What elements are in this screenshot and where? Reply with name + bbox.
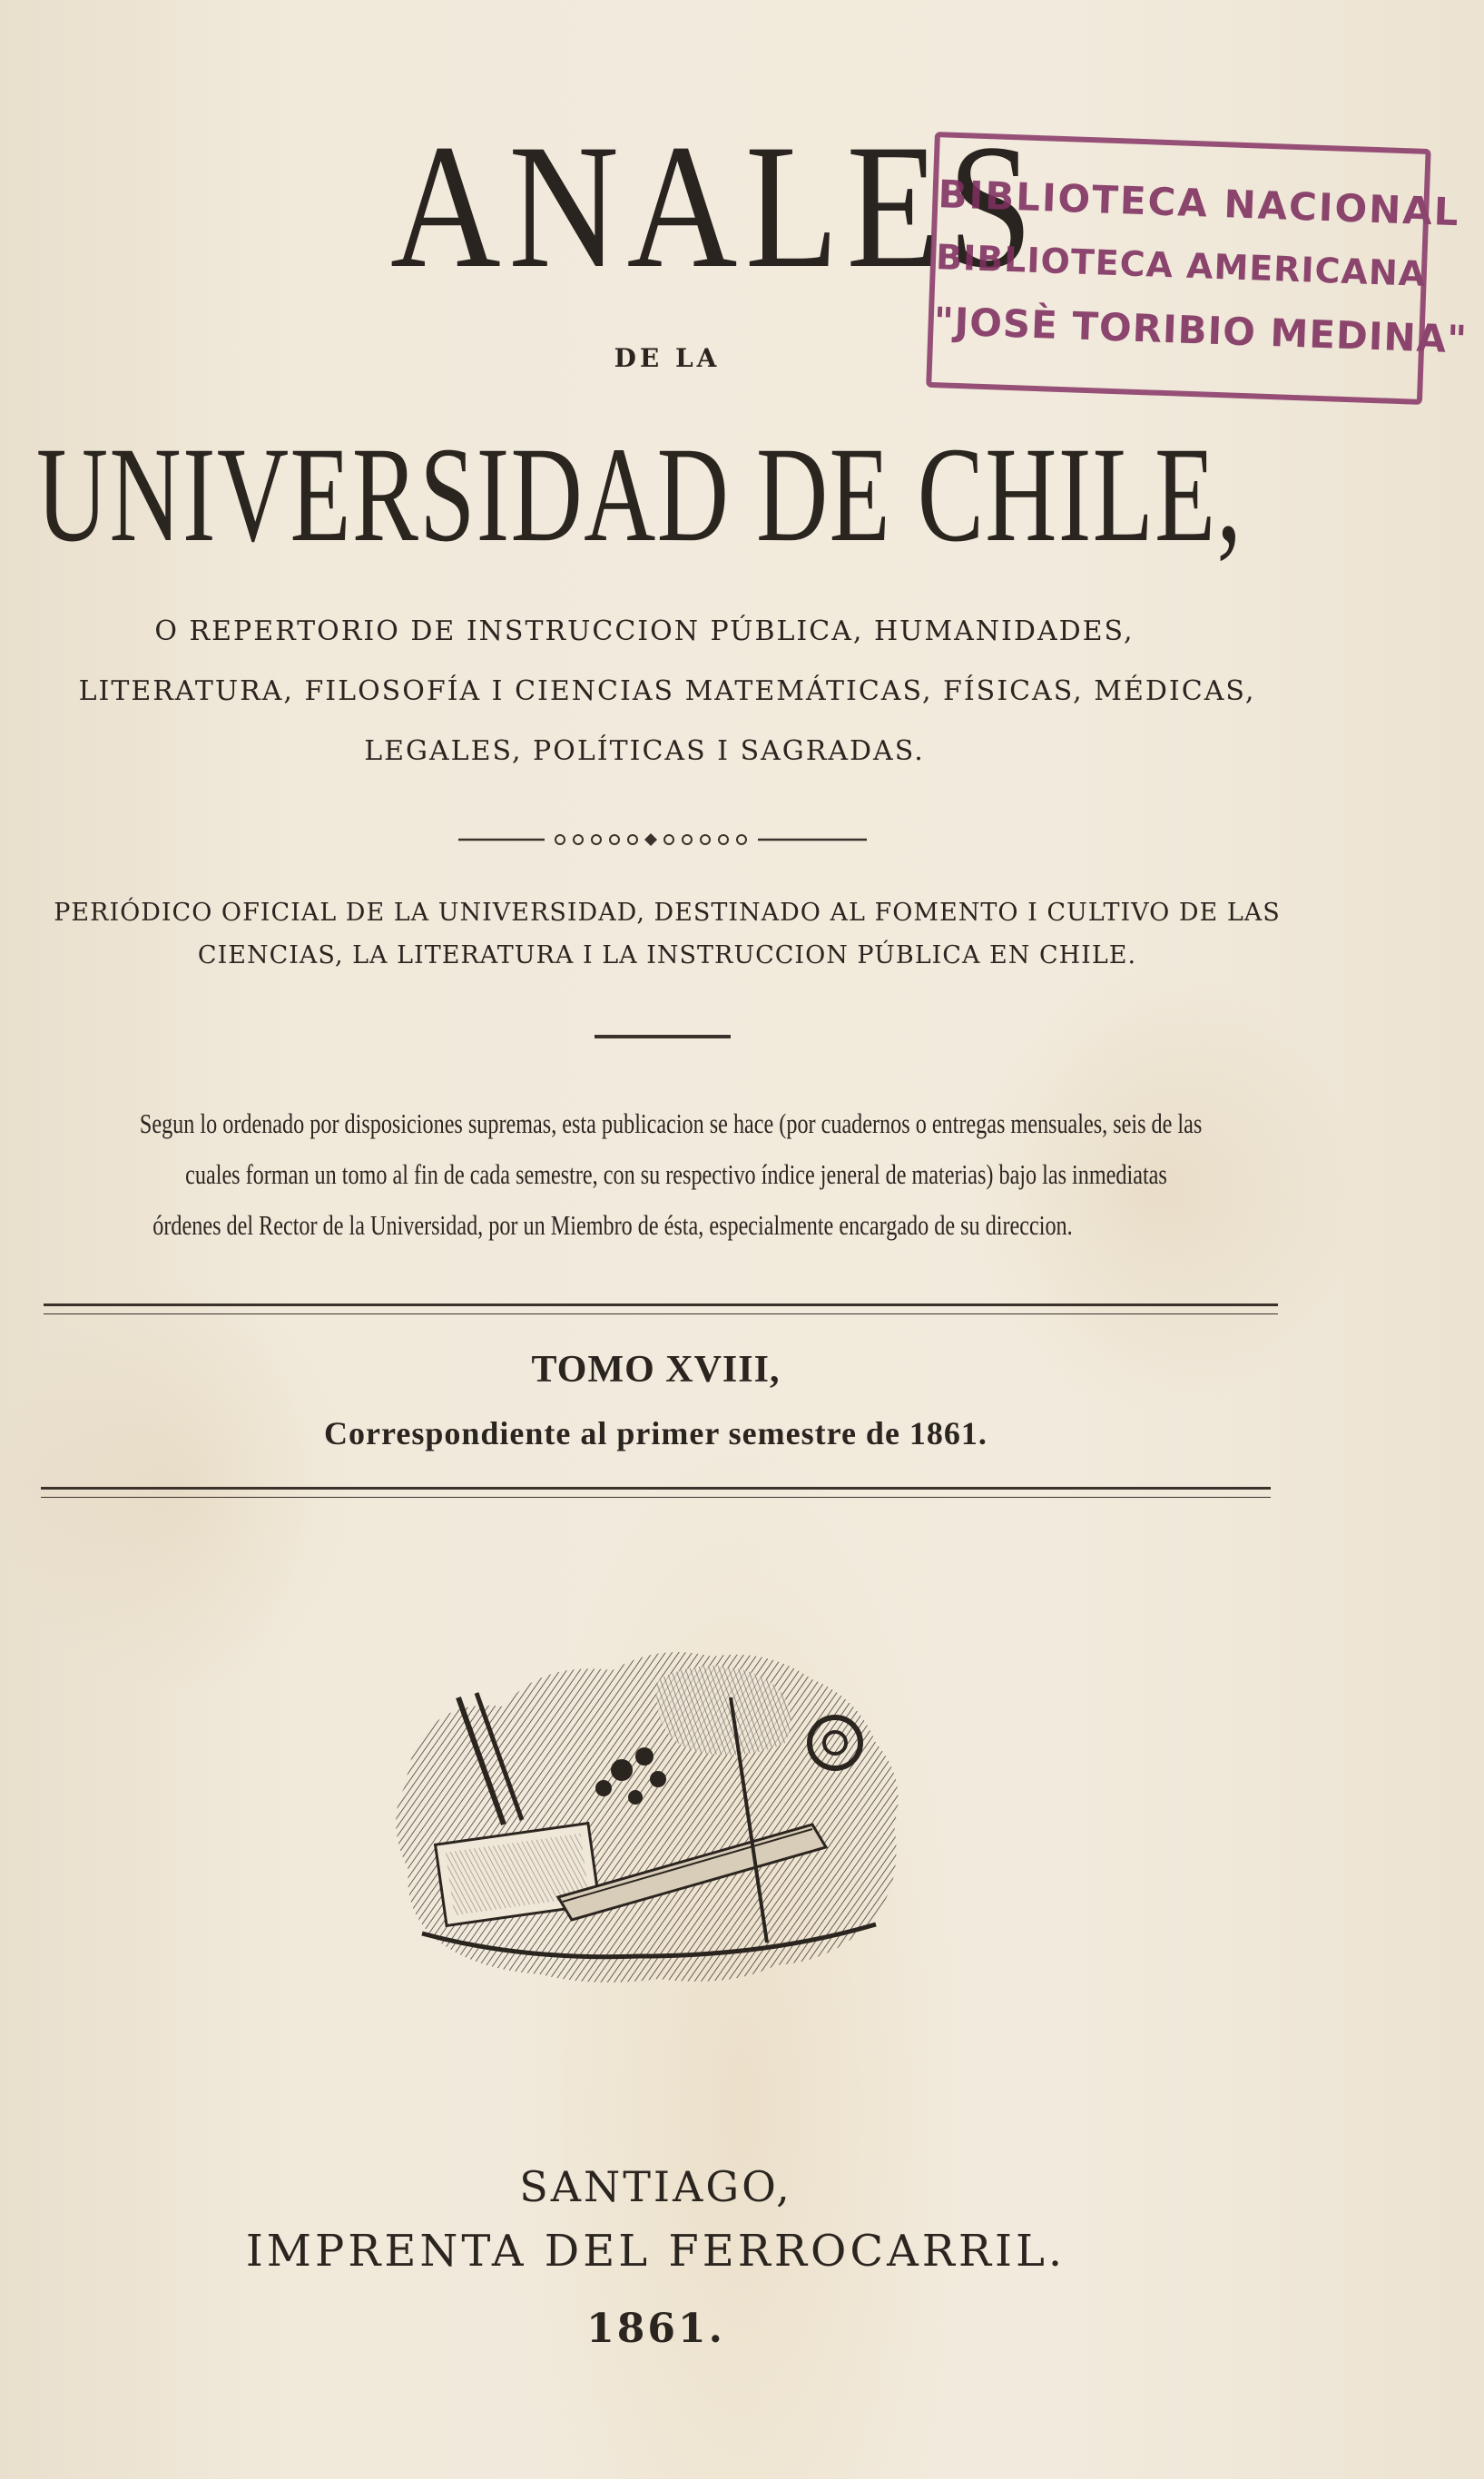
double-rule-bottom [41,1487,1271,1498]
subtitle-line-3: LEGALES, POLÍTICAS I SAGRADAS. [364,735,925,767]
volume-tomo: TOMO XVIII, [531,1349,781,1391]
ornament-rule-icon [458,826,867,853]
subtitle-line-1: O REPERTORIO DE INSTRUCCION PÚBLICA, HUMANIDADES, [154,615,1135,647]
title-universidad: UNIVERSIDAD DE CHILE, [36,419,1243,570]
stamp-line-2: BIBLIOTECA AMERICANA [935,237,1427,294]
note-line-1: Segun lo ordenado por disposiciones supremas, esta publicacion se hace (por cuadernos o entregas mensuales, seis de las [139,1107,1203,1139]
note-line-3: órdenes del Rector de la Universidad, por un Miembro de ésta, especialmente encargado de su direccion. [152,1209,1073,1241]
double-rule-top [44,1303,1278,1314]
volume-semester: Correspondiente al primer semestre de 1861. [324,1415,988,1451]
imprint-year: 1861. [586,2306,725,2352]
note-line-2: cuales forman un tomo al fin de cada semestre, con su respectivo índice jeneral de materias) bajo las inmediatas [185,1158,1167,1190]
stamp-line-1: BIBLIOTECA NACIONAL [937,172,1461,235]
imprint-press: IMPRENTA DEL FERROCARRIL. [245,2226,1066,2277]
title-anales: ANALES [390,108,1041,305]
short-rule-divider [595,1035,731,1038]
periodico-line-1: PERIÓDICO OFICIAL DE LA UNIVERSIDAD, DESTINADO AL FOMENTO I CULTIVO DE LAS [54,899,1281,927]
periodico-line-2: CIENCIAS, LA LITERATURA I LA INSTRUCCION PÚBLICA EN CHILE. [197,941,1137,969]
library-stamp [926,132,1469,405]
allegorical-engraving-icon [386,1643,908,1988]
stamp-line-3: "JOSÈ TORIBIO MEDINA" [932,299,1469,362]
title-connector: DE LA [614,343,721,373]
imprint-city: SANTIAGO, [519,2162,792,2211]
subtitle-line-2: LITERATURA, FILOSOFÍA I CIENCIAS MATEMÁTICAS, FÍSICAS, MÉDICAS, [78,675,1256,707]
